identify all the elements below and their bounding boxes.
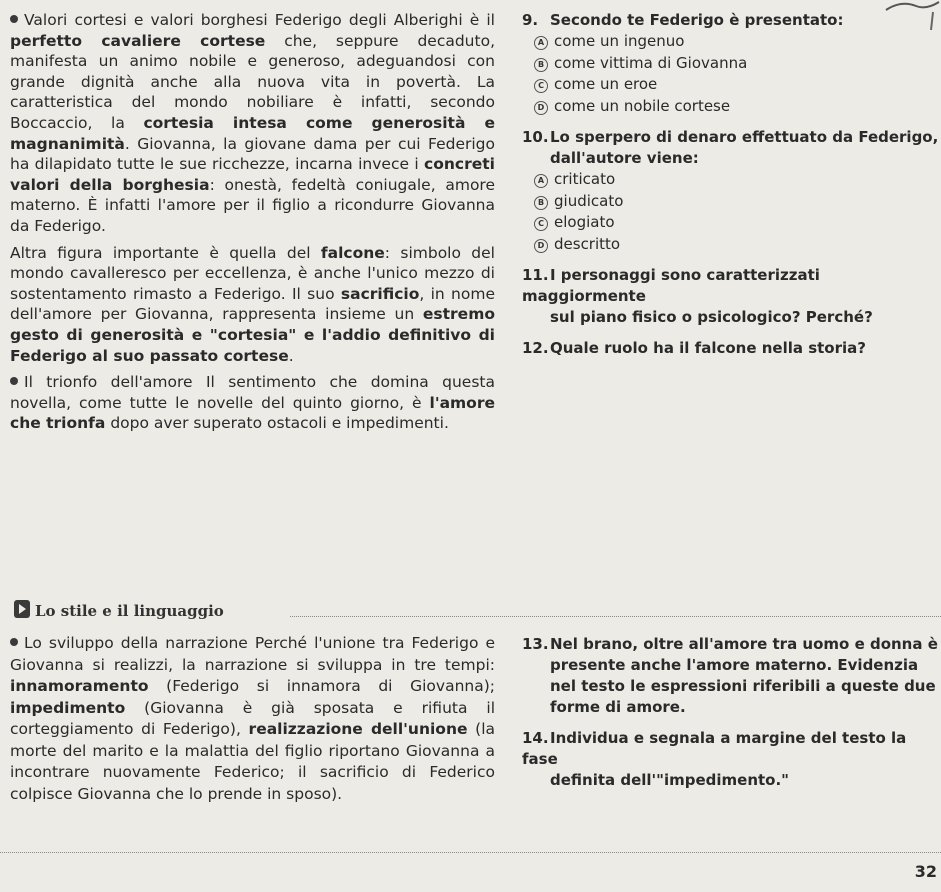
question-11: 11.I personaggi sono caratterizzati maggiormente sul piano fisico o psicologico? Perché? — [522, 266, 873, 326]
pen-mark-icon — [881, 0, 941, 30]
option-b[interactable]: B giudicato — [534, 191, 941, 213]
option-c[interactable]: C come un eroe — [534, 74, 941, 96]
question-12: 12.Quale ruolo ha il falcone nella storia? — [522, 339, 866, 357]
option-a[interactable]: A criticato — [534, 169, 941, 191]
page-number: 32 — [914, 862, 937, 881]
bullet-icon — [10, 15, 18, 23]
questions-top — [522, 10, 941, 369]
section-divider — [290, 616, 941, 617]
bullet-icon — [10, 638, 18, 646]
option-d[interactable]: D descritto — [534, 234, 941, 256]
left-column-style-text — [10, 633, 495, 805]
bottom-divider — [0, 852, 941, 853]
option-b[interactable]: B come vittima di Giovanna — [534, 53, 941, 75]
section-title: Lo stile e il linguaggio — [35, 602, 224, 620]
option-d[interactable]: D come un nobile cortese — [534, 96, 941, 118]
paragraph-falcone: Altra figura importante è quella del falcone: simbolo del mondo cavalleresco per eccellenza, è anche l'unico mezzo di sostentamento rimasto a Federigo. Il suo sacrificio, in nome dell'amore per Giovanna, rappresenta insieme un estremo gesto di generosità e "cortesia" e l'addio definitivo di Federigo al suo passato cortese. — [10, 243, 495, 365]
paragraph-cortesia: Valori cortesi e valori borghesi Federigo degli Alberighi è il perfetto cavaliere cortese che, seppure decaduto, manifesta un animo nobile e generoso, adeguandosi con grande dignità anche alla nuova vita in povertà. La caratteristica del mondo nobiliare è infatti, secondo Boccaccio, la cortesia intesa come generosità e magnanimità. Giovanna, la giovane dama per cui Federigo ha dilapidato tutte le sue ricchezze, incarna invece i concreti valori della borghesia: onestà, fedeltà coniugale, amore materno. È infatti l'amore per il figlio a ricondurre Giovanna da Federigo. — [10, 11, 496, 235]
question-13: 13.Nel brano, oltre all'amore tra uomo e donna è presente anche l'amore materno. Evidenzia nel testo le espressioni riferibili a queste due forme di amore. — [522, 635, 938, 716]
question-9: 9. Secondo te Federigo è presentato: A come un ingenuo B come vittima di Giovanna C come un eroe D come un nobile cortese — [522, 10, 941, 117]
question-14: 14.Individua e segnala a margine del testo la fase definita dell'"impedimento." — [522, 729, 907, 789]
left-column-text — [10, 10, 495, 434]
questions-bottom — [522, 634, 941, 801]
options-list — [522, 31, 941, 117]
option-a[interactable]: A come un ingenuo — [534, 31, 941, 53]
options-list — [522, 169, 941, 255]
bullet-icon — [10, 377, 18, 385]
option-c[interactable]: C elogiato — [534, 212, 941, 234]
question-10: 10.Lo sperpero di denaro effettuato da Federigo, dall'autore viene: A criticato B giudicato C elogiato D descritto — [522, 127, 941, 255]
paragraph-sviluppo: Lo sviluppo della narrazione Perché l'unione tra Federigo e Giovanna si realizzi, la narrazione si sviluppa in tre tempi: innamoramento (Federigo si innamora di Giovanna); impedimento (Giovanna è già sposata e rifiuta il corteggiamento di Federigo), realizzazione dell'unione (la morte del marito e la malattia del figlio riportano Giovanna a incontrare nuovamente Federico; il sacrificio di Federico colpisce Giovanna che lo prende in sposo). — [10, 634, 496, 803]
section-arrow-icon — [14, 600, 30, 618]
paragraph-trionfo: Il trionfo dell'amore Il sentimento che domina questa novella, come tutte le novelle del quinto giorno, è l'amore che trionfa dopo aver superato ostacoli e impedimenti. — [10, 373, 495, 433]
